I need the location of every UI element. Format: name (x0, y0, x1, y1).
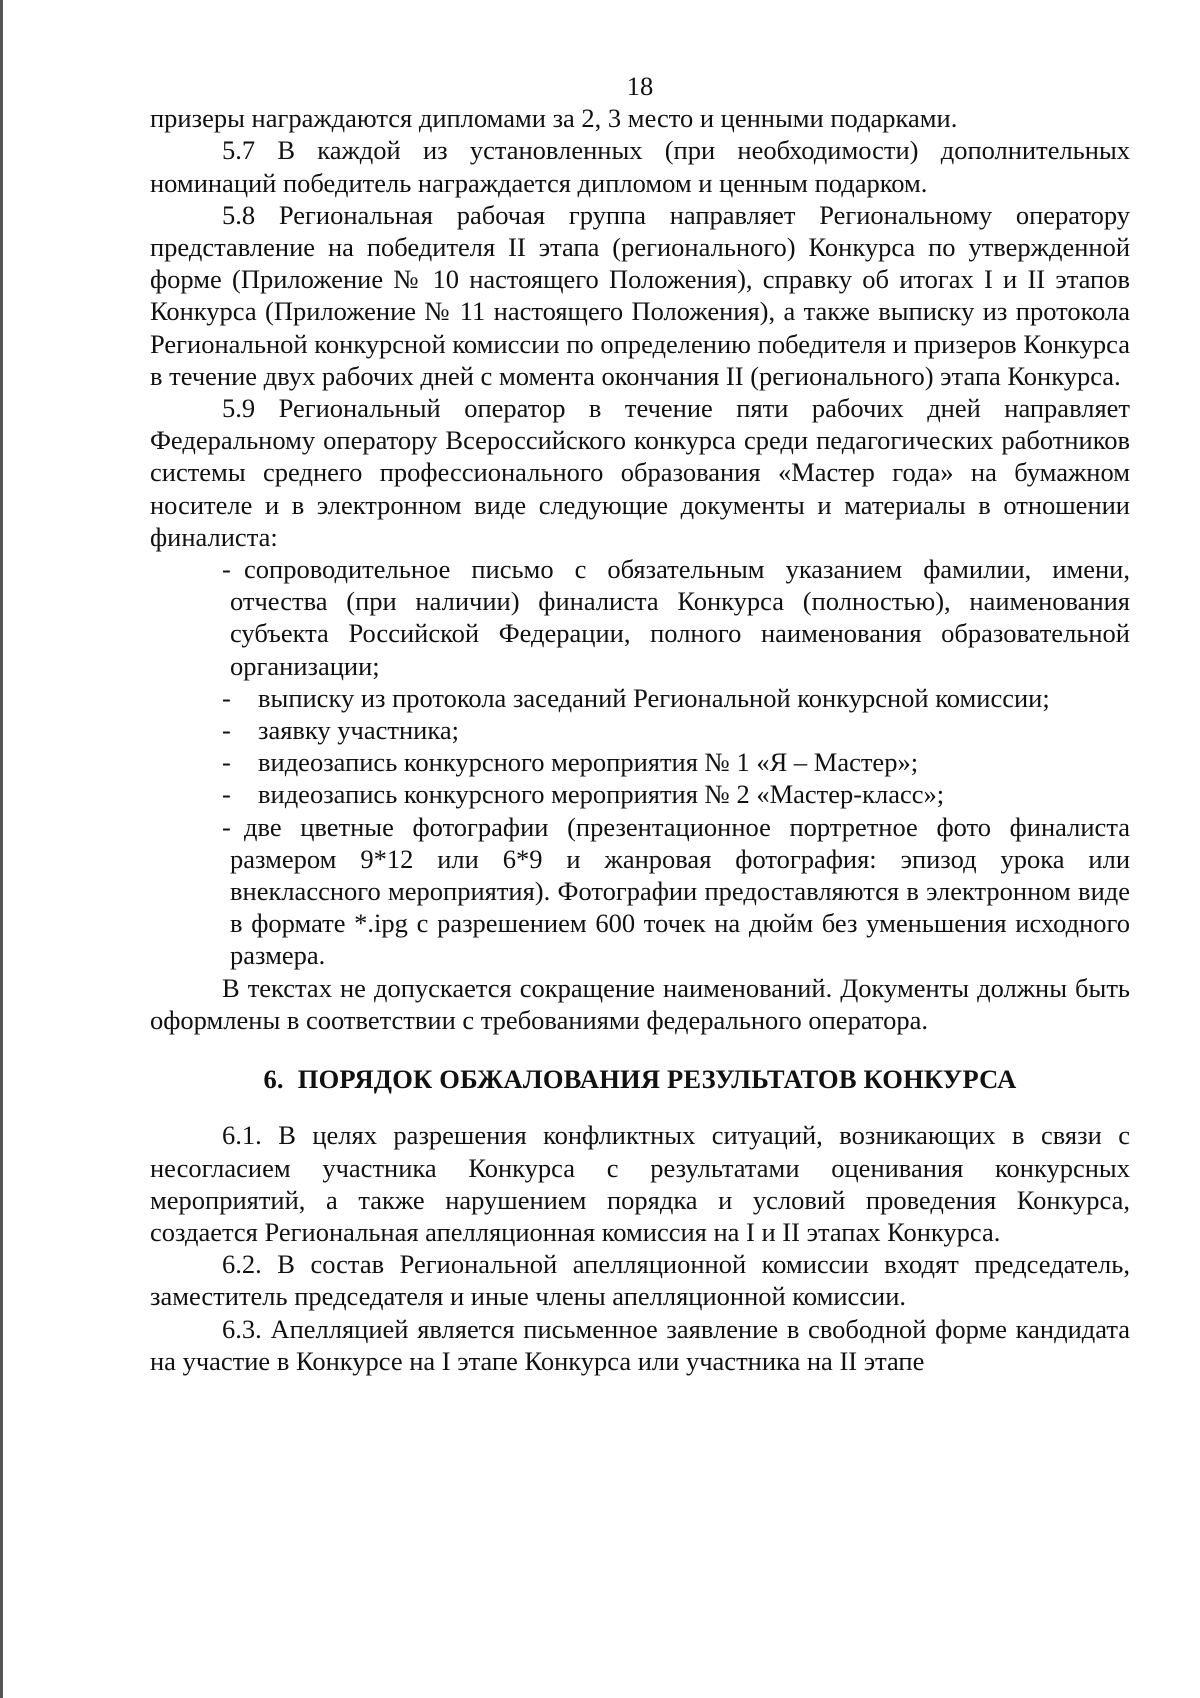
paragraph-prizes: призеры награждаются дипломами за 2, 3 место и ценными подарками. (150, 103, 958, 134)
section-6-heading (150, 1063, 1130, 1095)
list-item-text: видеозапись конкурсного мероприятия № 1 «Я – Мастер»; (258, 747, 919, 778)
list-item (150, 553, 1130, 682)
list-item-text: видеозапись конкурсного мероприятия № 2 «Мастер-класс»; (258, 779, 945, 810)
paragraph-6-2: 6.2. В состав Региональной апелляционной комиссии входят председатель, заместитель председателя и иные члены апелляционной комиссии. (150, 1249, 1130, 1312)
list-item (150, 714, 1130, 746)
list-item-text: заявку участника; (258, 715, 459, 746)
list-marker: - (222, 747, 231, 778)
list-item (150, 778, 1130, 810)
list-marker: - (222, 715, 231, 746)
list-marker: - (222, 779, 231, 810)
scan-left-edge (0, 0, 3, 1698)
paragraph-6-3: 6.3. Апелляцией является письменное заявление в свободной форме кандидата на участие в Конкурсе на I этапе Конкурса или участника на II этапе (150, 1313, 1130, 1376)
list-item (150, 746, 1130, 778)
list-marker: - (222, 811, 231, 842)
list-item-text: выписку из протокола заседаний Региональной конкурсной комиссии; (258, 682, 1050, 713)
list-item (150, 811, 1130, 972)
page-number: 18 (626, 71, 654, 101)
paragraph-5-9: 5.9 Региональный оператор в течение пяти рабочих дней направляет Федеральному оператору Всероссийского конкурса среди педагогических работников системы среднего профессионального образования «Мастер года» на бумажном носителе и в электронном виде следующие документы и материалы в отношении финалиста: (150, 393, 1130, 552)
list-marker: - (222, 682, 231, 713)
paragraph-6-1: 6.1. В целях разрешения конфликтных ситуаций, возникающих в связи с несогласием участника Конкурса с результатами оценивания конкурсных мероприятий, а также нарушением порядка и условий проведения Конкурса, создается Региональная апелляционная комиссия на I и II этапах Конкурса. (150, 1120, 1130, 1247)
section-6-title: ПОРЯДОК ОБЖАЛОВАНИЯ РЕЗУЛЬТАТОВ КОНКУРСА (297, 1064, 1017, 1095)
paragraph-5-7: 5.7 В каждой из установленных (при необходимости) дополнительных номинаций победитель награждается дипломом и ценным подарком. (150, 135, 1130, 198)
list-item-text: сопроводительное письмо с обязательным указанием фамилии, имени, отчества (при наличии) финалиста Конкурса (полностью), наименования субъекта Российской Федерации, полного наименования образовательной организации; (230, 554, 1130, 681)
list-item (150, 682, 1130, 714)
list-marker: - (222, 554, 231, 585)
document-page (150, 70, 1130, 1377)
paragraph-note: В текстах не допускается сокращение наименований. Документы должны быть оформлены в соответствии с требованиями федерального оператора. (150, 972, 1130, 1035)
paragraph-5-8: 5.8 Региональная рабочая группа направляет Региональному оператору представление на победителя II этапа (регионального) Конкурса по утвержденной форме (Приложение № 10 настоящего Положения), справку об итогах I и II этапов Конкурса (Приложение № 11 настоящего Положения), а также выписку из протокола Региональной конкурсной комиссии по определению победителя и призеров Конкурса в течение двух рабочих дней с момента окончания II (регионального) этапа Конкурса. (150, 199, 1130, 391)
section-6-number: 6. (263, 1064, 284, 1095)
list-item-text: две цветные фотографии (презентационное портретное фото финалиста размером 9*12 или 6*9 и жанровая фотография: эпизод урока или внеклассного мероприятия). Фотографии предоставляются в электронном виде в формате *.ipg с разрешением 600 точек на дюйм без уменьшения исходного размера. (230, 811, 1130, 971)
